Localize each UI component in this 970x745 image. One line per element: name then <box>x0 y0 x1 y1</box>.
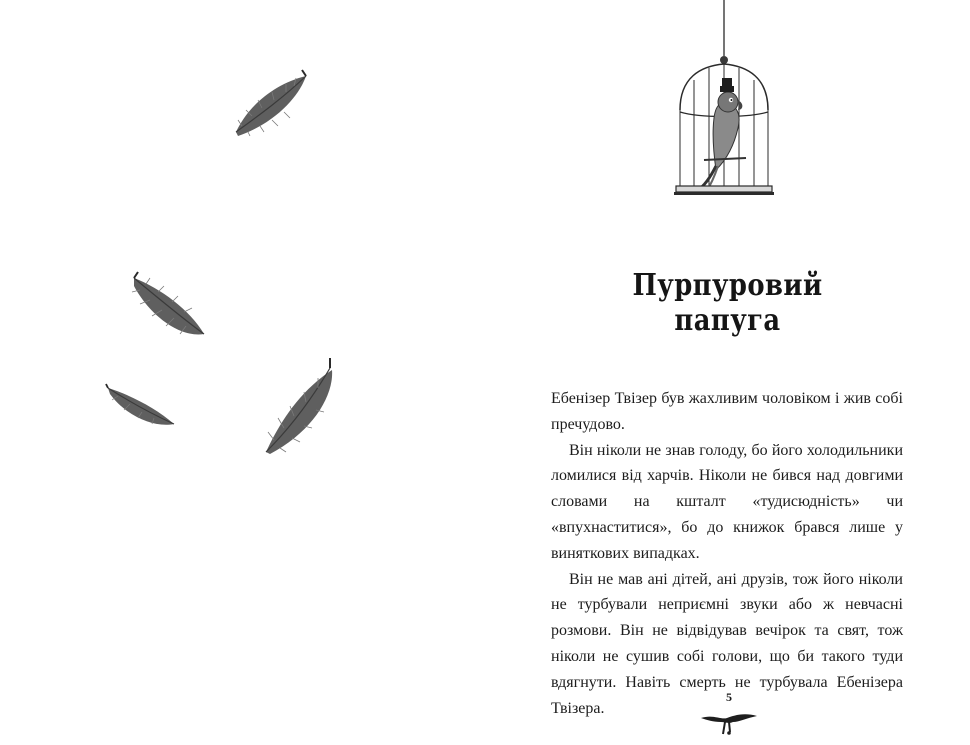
feather-icon <box>120 268 210 344</box>
feather-icon <box>228 66 324 142</box>
paragraph: Він не мав ані дітей, ані друзів, тож його ніколи не турбували неприємні звуки або ж невчасні розмови. Він не відвідував вечірок та свят, тож ніколи не сушив собі голови, що би такого туди вдягнути. Навіть смерть не турбувала Ебенізера Твізера. <box>551 570 903 717</box>
paragraph: Ебенізер Твізер був жахливим чоловіком і жив собі пречудово. <box>551 390 903 433</box>
page-number: 5 <box>726 690 732 704</box>
feather-icon <box>102 380 180 432</box>
feather-icon <box>258 356 342 460</box>
chapter-title: Пурпуровий папуга <box>632 268 823 338</box>
body-text <box>551 386 903 721</box>
paragraph: Він ніколи не знав голоду, бо його холодильники ломилися від харчів. Ніколи не бився над довгими словами на кшталт «тудисюдність» чи «впухнаститися», бо до книжок брався лише у виняткових випадках. <box>551 441 903 562</box>
bird-ornament-icon <box>699 708 759 736</box>
birdcage-with-parrot-icon <box>660 0 785 200</box>
